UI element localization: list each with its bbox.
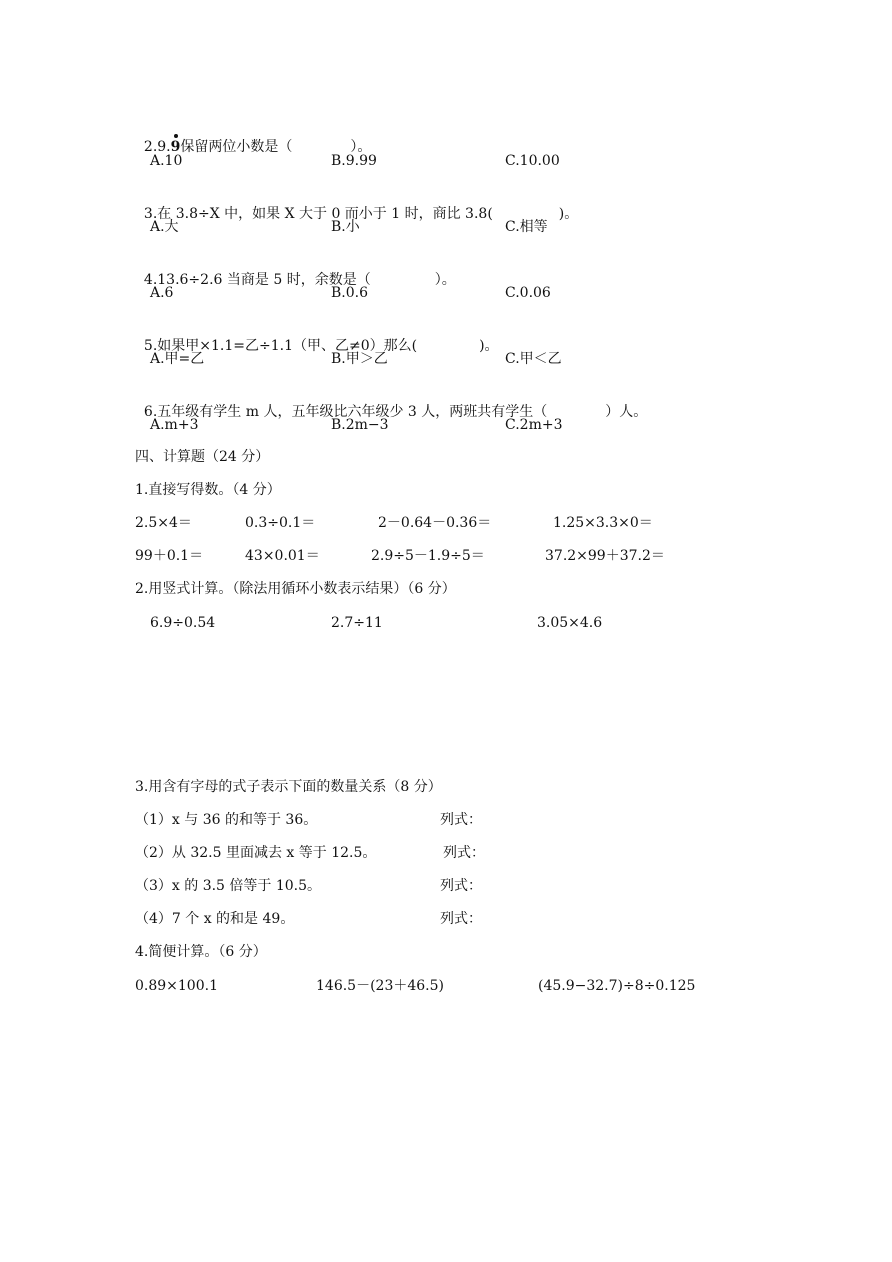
- mental-calc-item: 2－0.64－0.36＝: [378, 515, 492, 531]
- q5-stem-text: 5.如果甲×1.1=乙÷1.1（甲、乙≠0）那么(: [143, 338, 418, 354]
- q3-stem-close: )。: [558, 206, 579, 222]
- q4-stem-close: ）。: [434, 272, 456, 288]
- formula-label: 列式：: [443, 845, 485, 861]
- q3-option-b: B.小: [331, 219, 360, 235]
- formula-label: 列式：: [440, 878, 482, 894]
- mental-calc-item: 99＋0.1＝: [135, 548, 204, 564]
- q2-option-c: C.10.00: [505, 153, 560, 169]
- part1-title: 1.直接写得数。（4 分）: [135, 482, 281, 498]
- q6-stem-text: 6.五年级有学生 m 人，五年级比六年级少 3 人，两班共有学生（: [143, 404, 548, 420]
- q2-stem-pre: 2.9.: [143, 139, 171, 155]
- simplify-item: (45.9−32.7)÷8÷0.125: [538, 978, 696, 994]
- q3-option-c: C.相等: [505, 219, 548, 235]
- mental-calc-item: 2.5×4＝: [135, 515, 192, 531]
- part3-title: 3.用含有字母的式子表示下面的数量关系（8 分）: [135, 779, 442, 795]
- expression-item: （3）x 的 3.5 倍等于 10.5。: [135, 878, 322, 894]
- q5-option-a: A.甲=乙: [150, 351, 205, 367]
- q4-stem: [135, 250, 456, 290]
- q6-option-b: B.2m−3: [331, 417, 389, 433]
- simplify-item: 146.5－(23＋46.5): [316, 978, 444, 994]
- q4-option-a: A.6: [150, 285, 174, 301]
- mental-calc-item: 0.3÷0.1＝: [245, 515, 316, 531]
- q3-stem-text: 3.在 3.8÷X 中，如果 X 大于 0 而小于 1 时，商比 3.8(: [143, 206, 493, 222]
- q2-option-b: B.9.99: [331, 153, 377, 169]
- mental-calc-item: 37.2×99＋37.2＝: [545, 548, 665, 564]
- q5-option-c: C.甲＜乙: [505, 351, 562, 367]
- q4-option-b: B.0.6: [331, 285, 369, 301]
- q2-stem-post: 保留两位小数是（: [180, 139, 293, 155]
- part2-title: 2.用竖式计算。（除法用循环小数表示结果）（6 分）: [135, 581, 456, 597]
- simplify-item: 0.89×100.1: [135, 978, 218, 994]
- mental-calc-item: 43×0.01＝: [245, 548, 320, 564]
- expression-item: （4）7 个 x 的和是 49。: [135, 911, 295, 927]
- repeating-digit: 9: [170, 139, 181, 155]
- formula-label: 列式：: [440, 911, 482, 927]
- q6-stem-close: ）人。: [605, 404, 648, 420]
- q6-option-a: A.m+3: [150, 417, 199, 433]
- q5-option-b: B.甲＞乙: [331, 351, 388, 367]
- part4-title: 4.简便计算。（6 分）: [135, 944, 267, 960]
- q2-option-a: A.10: [150, 153, 183, 169]
- q4-option-c: C.0.06: [505, 285, 551, 301]
- vertical-calc-item: 3.05×4.6: [537, 615, 603, 631]
- q6-option-c: C.2m+3: [505, 417, 563, 433]
- section-title: 四、计算题（24 分）: [135, 449, 270, 465]
- formula-label: 列式：: [440, 812, 482, 828]
- mental-calc-item: 1.25×3.3×0＝: [553, 515, 653, 531]
- q5-stem-close: )。: [479, 338, 499, 354]
- vertical-calc-item: 2.7÷11: [331, 615, 383, 631]
- mental-calc-item: 2.9÷5－1.9÷5＝: [371, 548, 485, 564]
- expression-item: （1）x 与 36 的和等于 36。: [135, 812, 318, 828]
- q3-option-a: A.大: [150, 219, 179, 235]
- q4-stem-text: 4.13.6÷2.6 当商是 5 时，余数是（: [143, 272, 371, 288]
- vertical-calc-item: 6.9÷0.54: [150, 615, 216, 631]
- q2-stem-close: ）。: [350, 139, 372, 155]
- expression-item: （2）从 32.5 里面减去 x 等于 12.5。: [135, 845, 377, 861]
- q6-stem: [135, 382, 647, 422]
